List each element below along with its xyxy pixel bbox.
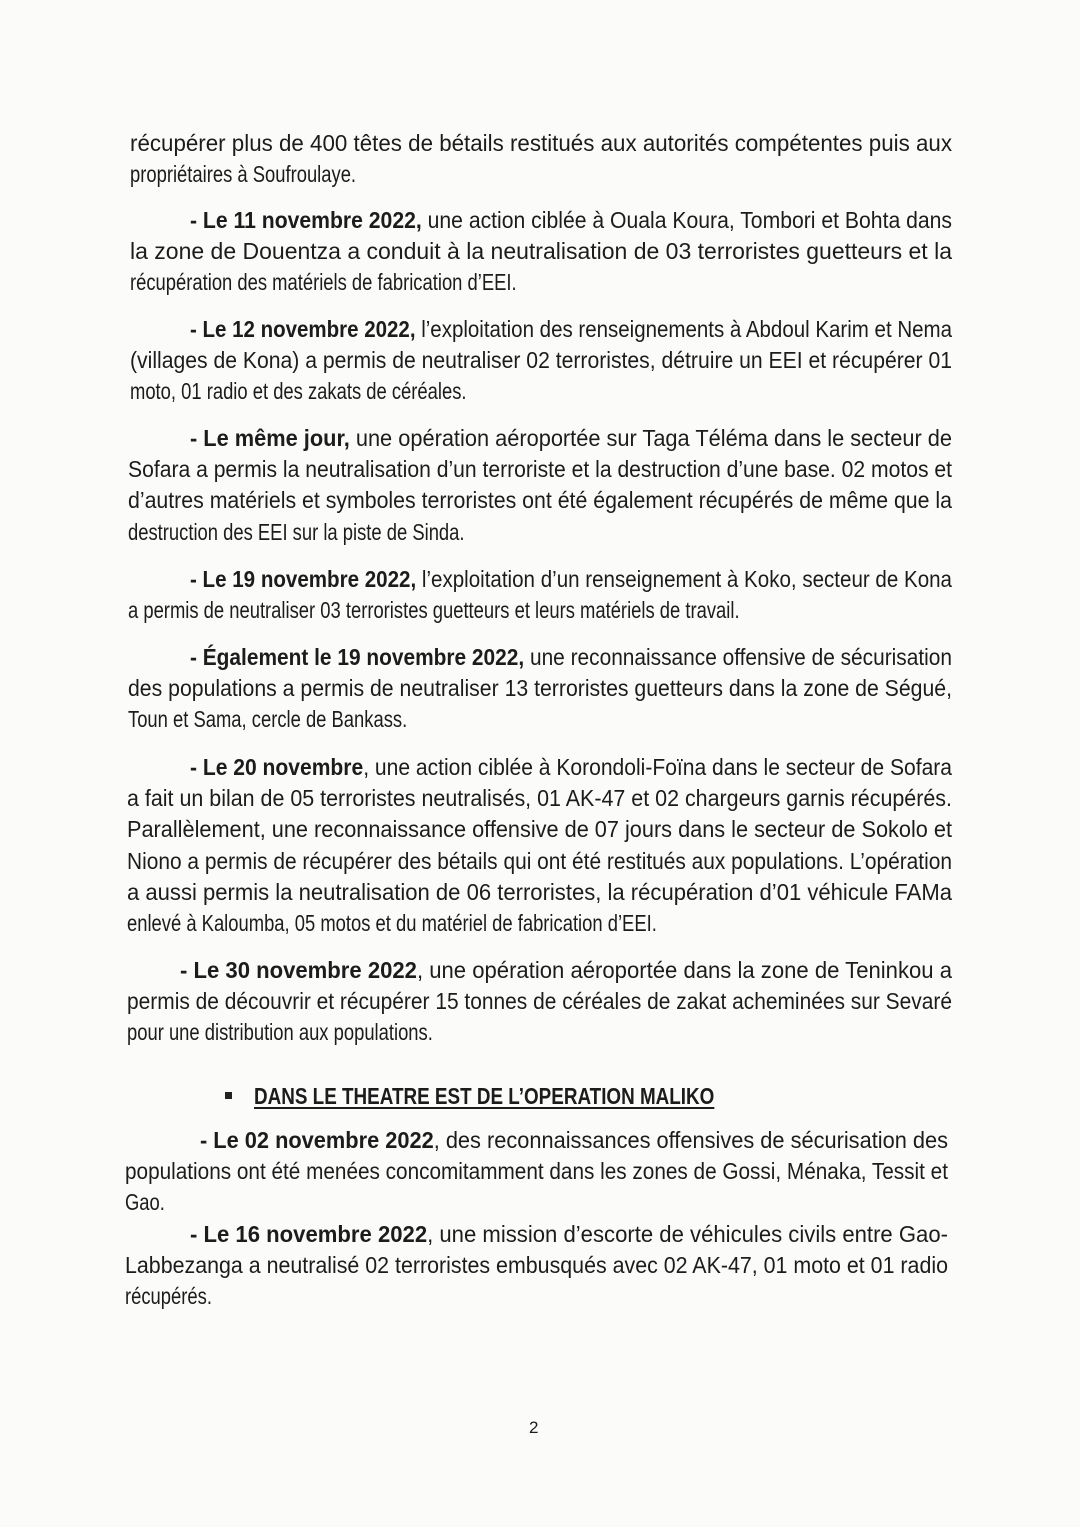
line-text: , des reconnaissances offensives de sécurisation des — [433, 1127, 948, 1153]
line-text: l’exploitation d’un renseignement à Koko, secteur de Kona — [416, 566, 952, 592]
section-heading — [225, 1081, 815, 1112]
line-text: enlevé à Kaloumba, 05 motos et du matériel de fabrication d’EEI. — [127, 910, 657, 936]
text-line — [180, 955, 952, 986]
date-label: - Le 30 novembre 2022 — [180, 957, 417, 983]
line-text: Gao. — [125, 1189, 165, 1216]
text-line — [190, 314, 952, 345]
line-text: pour une distribution aux populations. — [127, 1019, 433, 1046]
line-text: Parallèlement, une reconnaissance offensive de 07 jours dans le secteur de Sokolo et — [127, 816, 952, 843]
line-text: , une action ciblée à Korondoli-Foïna dans le secteur de Sofara — [363, 754, 953, 780]
page-number: 2 — [529, 1418, 539, 1437]
text-line — [125, 1250, 948, 1281]
text-line — [190, 423, 952, 454]
text-line — [200, 1125, 948, 1156]
line-text: une opération aéroportée sur Taga Téléma dans le secteur de — [349, 425, 952, 451]
line-text: (villages de Kona) a permis de neutraliser 02 terroristes, détruire un EEI et récupérer 01 — [130, 347, 952, 374]
text-line — [130, 159, 356, 190]
line-text: une reconnaissance offensive de sécurisation — [524, 644, 952, 670]
square-bullet-icon — [225, 1092, 232, 1099]
text-line — [190, 642, 952, 673]
text-line — [125, 1187, 165, 1218]
text-line — [130, 128, 952, 159]
text-line — [127, 1017, 433, 1048]
line-text: , une mission d’escorte de véhicules civils entre Gao- — [427, 1221, 948, 1247]
text-line — [130, 267, 517, 298]
line-text: d’autres matériels et symboles terroristes ont été également récupérés de même que la — [128, 487, 952, 514]
line-text: permis de découvrir et récupérer 15 tonnes de céréales de zakat acheminées sur Sevaré — [127, 988, 952, 1015]
line-text: récupérer plus de 400 têtes de bétails restitués aux autorités compétentes puis aux — [130, 130, 952, 156]
date-label: - Également le 19 novembre 2022, — [190, 644, 525, 670]
text-line — [128, 454, 952, 485]
line-text: a fait un bilan de 05 terroristes neutralisés, 01 AK-47 et 02 chargeurs garnis récupérés. — [127, 785, 952, 812]
line-text: Niono a permis de récupérer des bétails qui ont été restitués aux populations. L’opération — [127, 847, 952, 874]
text-line — [127, 814, 952, 845]
text-line — [128, 485, 952, 516]
line-text: récupérés. — [125, 1283, 212, 1310]
text-line — [127, 783, 952, 814]
line-text: une action ciblée à Ouala Koura, Tombori et Bohta dans — [421, 207, 952, 233]
line-text: Sofara a permis la neutralisation d’un terroriste et la destruction d’une base. 02 motos et — [128, 456, 952, 483]
text-line — [127, 846, 952, 877]
line-text: a permis de neutraliser 03 terroristes guetteurs et leurs matériels de travail. — [128, 597, 740, 624]
line-text: l’exploitation des renseignements à Abdoul Karim et Nema — [415, 316, 952, 342]
date-label: - Le 19 novembre 2022, — [190, 566, 417, 592]
line-text: moto, 01 radio et des zakats de céréales. — [130, 378, 467, 405]
line-text: Labbezanga a neutralisé 02 terroristes embusqués avec 02 AK-47, 01 moto et 01 radio — [125, 1252, 948, 1279]
section-heading-text: DANS LE THEATRE EST DE L’OPERATION MALIKO — [254, 1083, 715, 1109]
text-line — [128, 673, 952, 704]
date-label: - Le 11 novembre 2022, — [190, 207, 422, 233]
text-line — [190, 564, 952, 595]
text-line — [130, 345, 952, 376]
text-line — [127, 986, 952, 1017]
line-text: populations ont été menées concomitamment dans les zones de Gossi, Ménaka, Tessit et — [125, 1158, 948, 1185]
line-text: destruction des EEI sur la piste de Sinda. — [128, 518, 465, 545]
line-text: , une opération aéroportée dans la zone de Teninkou a — [416, 957, 952, 983]
date-label: - Le 20 novembre — [190, 754, 364, 780]
text-line — [130, 236, 952, 267]
text-line — [128, 704, 407, 735]
text-line — [127, 908, 657, 939]
text-line — [190, 1219, 948, 1250]
line-text: récupération des matériels de fabrication d’EEI. — [130, 269, 517, 296]
date-label: - Le 02 novembre 2022 — [200, 1127, 434, 1153]
text-line — [125, 1156, 948, 1187]
text-line — [128, 517, 465, 548]
line-text: des populations a permis de neutraliser 13 terroristes guetteurs dans la zone de Ségué, — [128, 675, 952, 702]
text-line — [190, 205, 952, 236]
text-line — [128, 595, 740, 626]
date-label: - Le 12 novembre 2022, — [190, 316, 416, 342]
date-label: - Le 16 novembre 2022 — [190, 1221, 428, 1247]
line-text: propriétaires à Soufroulaye. — [130, 161, 357, 188]
line-text: la zone de Douentza a conduit à la neutralisation de 03 terroristes guetteurs et la — [130, 238, 952, 265]
date-label: - Le même jour, — [190, 425, 350, 451]
line-text: a aussi permis la neutralisation de 06 terroristes, la récupération d’01 véhicule FAMa — [127, 878, 952, 905]
text-line — [125, 1281, 212, 1312]
text-line — [127, 877, 952, 908]
line-text: Toun et Sama, cercle de Bankass. — [128, 706, 408, 733]
text-line — [190, 752, 952, 783]
text-line — [130, 376, 467, 407]
